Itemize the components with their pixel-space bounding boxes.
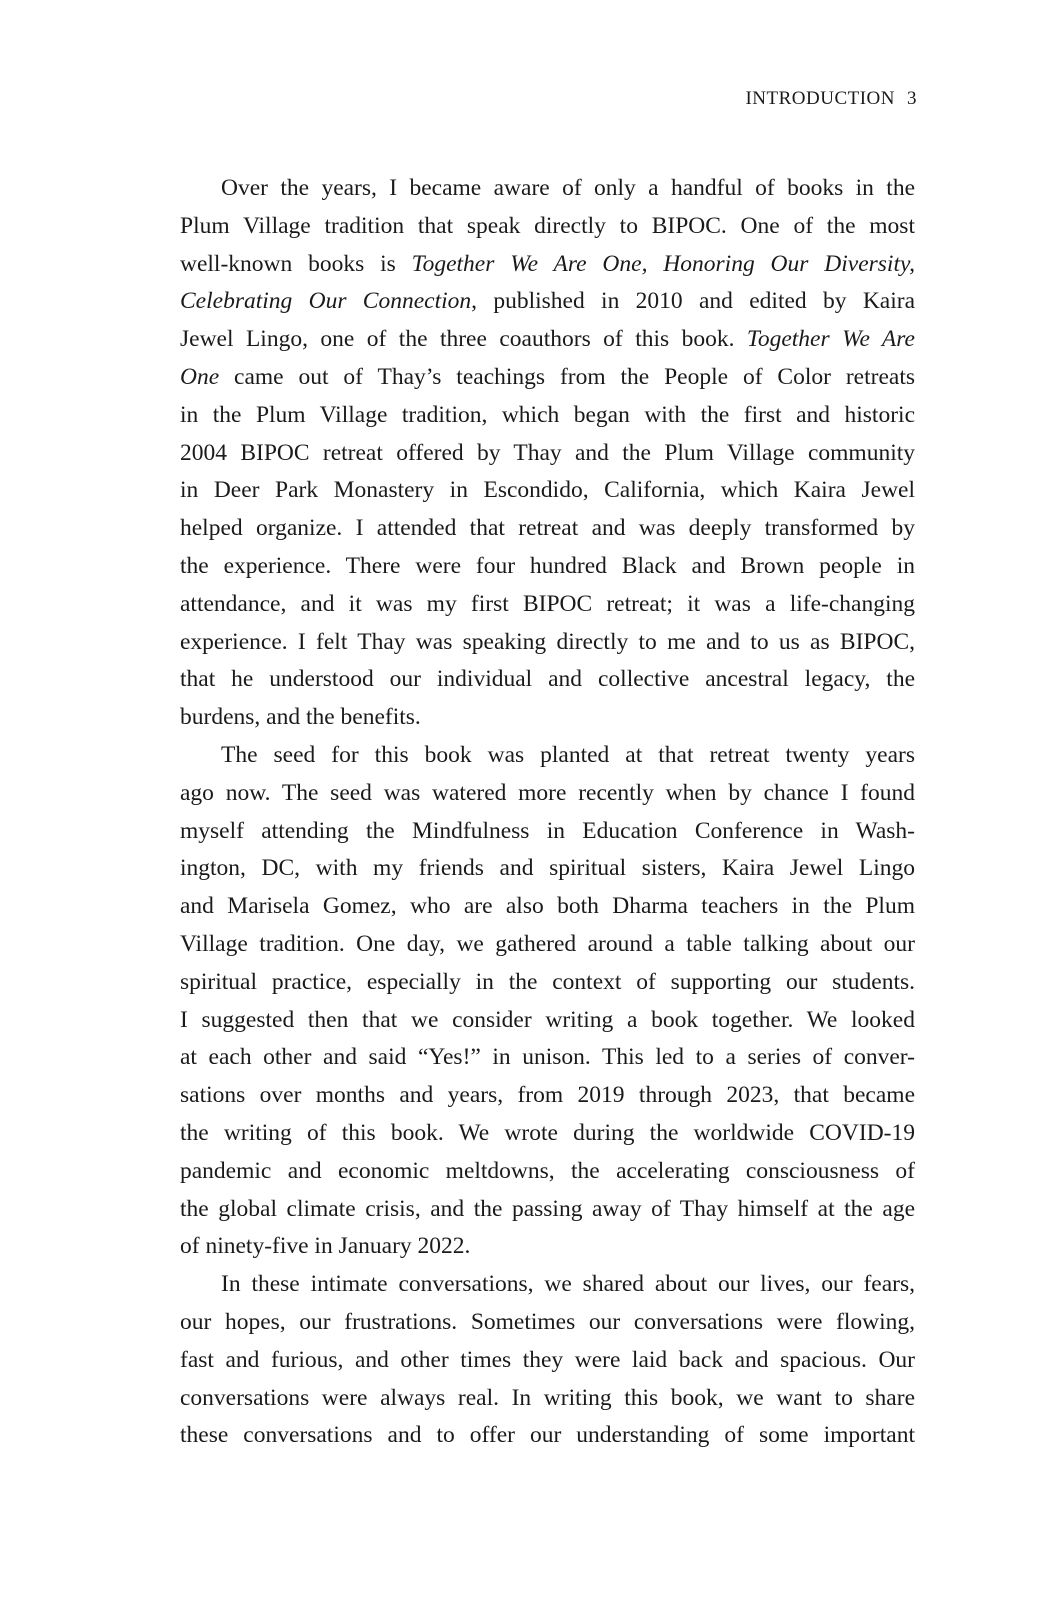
text-run: 2004 BIPOC retreat offered by Thay and the Plum Village community xyxy=(180,439,915,466)
text-run: the writing of this book. We wrote during the worldwide COVID-19 xyxy=(180,1119,915,1146)
text-line xyxy=(180,435,915,473)
text-run: conversations were always real. In writing this book, we want to share xyxy=(180,1384,915,1411)
text-line xyxy=(180,472,915,510)
text-run: Plum Village tradition that speak directly to BIPOC. One of the most xyxy=(180,212,915,239)
text-run: these conversations and to offer our understanding of some important xyxy=(180,1422,915,1449)
italic-title: Together We Are One, Honoring Our Diversity, xyxy=(411,250,915,277)
text-run: spiritual practice, especially in the context of supporting our students. xyxy=(180,968,915,995)
text-run: ago now. The seed was watered more recently when by chance I found xyxy=(180,779,915,806)
text-run: Jewel Lingo, one of the three coauthors of this book. xyxy=(180,326,747,353)
running-head xyxy=(745,88,917,110)
text-run: of ninety-five in January 2022. xyxy=(180,1233,471,1260)
text-line xyxy=(180,1039,915,1077)
text-run: In these intimate conversations, we shared about our lives, our fears, xyxy=(221,1271,915,1298)
text-run: pandemic and economic meltdowns, the accelerating consciousness of xyxy=(180,1157,915,1184)
text-run: fast and furious, and other times they were laid back and spacious. Our xyxy=(180,1346,915,1373)
text-line xyxy=(180,283,915,321)
text-line xyxy=(180,1342,915,1380)
body-text xyxy=(180,170,915,1455)
text-run: , published in 2010 and edited by Kaira xyxy=(471,288,915,315)
text-run: experience. I felt Thay was speaking directly to me and to us as BIPOC, xyxy=(180,628,915,655)
text-run: that he understood our individual and collective ancestral legacy, the xyxy=(180,666,915,693)
text-run: myself attending the Mindfulness in Education Conference in Wash- xyxy=(180,817,915,844)
text-line xyxy=(180,397,915,435)
text-line xyxy=(180,1002,915,1040)
text-line xyxy=(180,246,915,284)
text-line xyxy=(180,170,915,208)
text-run: attendance, and it was my first BIPOC retreat; it was a life-changing xyxy=(180,590,915,617)
text-line xyxy=(180,359,915,397)
text-run: in the Plum Village tradition, which began with the first and historic xyxy=(180,401,915,428)
text-line xyxy=(180,1417,915,1455)
text-run: sations over months and years, from 2019 through 2023, that became xyxy=(180,1082,915,1109)
text-line xyxy=(180,624,915,662)
text-line xyxy=(180,1228,915,1266)
text-run: Over the years, I became aware of only a handful of books in the xyxy=(221,175,915,201)
text-line xyxy=(180,1153,915,1191)
text-run: in Deer Park Monastery in Escondido, California, which Kaira Jewel xyxy=(180,477,915,504)
text-run: our hopes, our frustrations. Sometimes our conversations were flowing, xyxy=(180,1308,915,1335)
text-line xyxy=(180,1191,915,1229)
text-run: at each other and said “Yes!” in unison. This led to a series of conver- xyxy=(180,1044,915,1071)
text-run: the experience. There were four hundred Black and Brown people in xyxy=(180,552,915,579)
page-number: 3 xyxy=(907,88,917,109)
text-run: and Marisela Gomez, who are also both Dharma teachers in the Plum xyxy=(180,893,915,920)
text-line xyxy=(180,510,915,548)
text-line xyxy=(180,548,915,586)
running-head-section: INTRODUCTION xyxy=(745,88,895,109)
text-run: ington, DC, with my friends and spiritual sisters, Kaira Jewel Lingo xyxy=(180,855,915,882)
text-run: well-known books is xyxy=(180,250,412,277)
paragraph xyxy=(180,170,915,737)
text-line xyxy=(180,813,915,851)
text-line xyxy=(180,964,915,1002)
text-run: helped organize. I attended that retreat and was deeply transformed by xyxy=(180,515,915,542)
text-line xyxy=(180,888,915,926)
italic-title: One xyxy=(180,363,220,390)
text-line xyxy=(180,1380,915,1418)
text-line xyxy=(180,321,915,359)
text-line xyxy=(180,850,915,888)
text-line xyxy=(180,661,915,699)
text-line xyxy=(180,1115,915,1153)
paragraph xyxy=(180,737,915,1266)
text-line xyxy=(180,1266,915,1304)
text-run: came out of Thay’s teachings from the People of Color retreats xyxy=(219,363,915,390)
text-run: I suggested then that we consider writing a book together. We looked xyxy=(180,1006,915,1033)
italic-title: Celebrating Our Connection xyxy=(180,288,472,315)
text-line xyxy=(180,926,915,964)
text-run: Village tradition. One day, we gathered around a table talking about our xyxy=(180,930,915,957)
text-line xyxy=(180,1304,915,1342)
text-run: the global climate crisis, and the passing away of Thay himself at the age xyxy=(180,1195,915,1222)
text-run: burdens, and the benefits. xyxy=(180,704,421,731)
text-run: The seed for this book was planted at that retreat twenty years xyxy=(221,741,915,768)
text-line xyxy=(180,775,915,813)
text-line xyxy=(180,586,915,624)
text-line xyxy=(180,699,915,737)
paragraph xyxy=(180,1266,915,1455)
text-line xyxy=(180,737,915,775)
text-line xyxy=(180,208,915,246)
text-line xyxy=(180,1077,915,1115)
italic-title: Together We Are xyxy=(746,326,915,353)
